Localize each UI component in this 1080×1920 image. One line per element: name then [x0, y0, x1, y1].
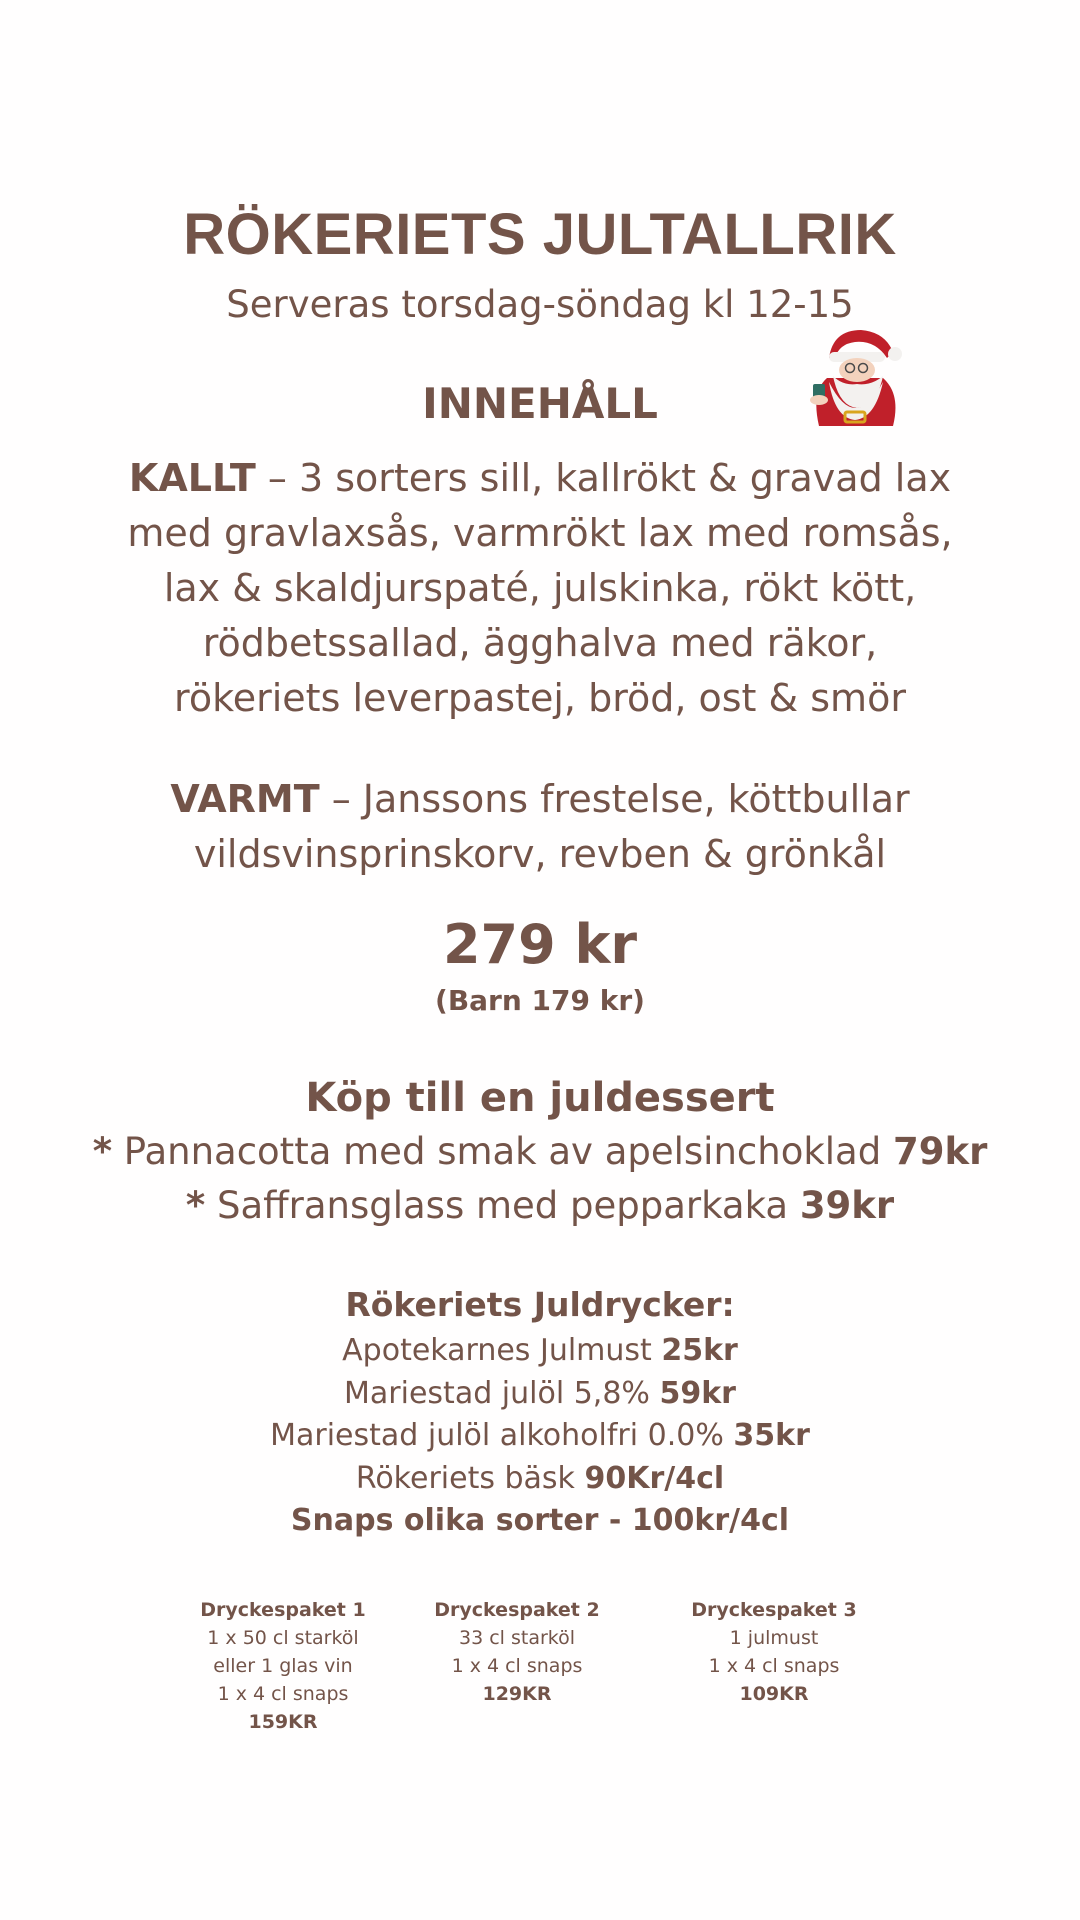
drinks-heading: Rökeriets Juldrycker:: [345, 1285, 735, 1324]
drink-price: 25kr: [661, 1333, 738, 1368]
package-line: eller 1 glas vin: [213, 1655, 353, 1677]
package-title: Dryckespaket 3: [691, 1599, 857, 1621]
drink-package-2: [397, 1596, 637, 1708]
santa-icon: [805, 322, 905, 430]
drink-item: [0, 1373, 1080, 1415]
warm-dishes: [0, 772, 1080, 882]
dessert-item: [0, 1180, 1080, 1232]
drink-name: Mariestad julöl 5,8%: [344, 1376, 660, 1411]
page-title: RÖKERIETS JULTALLRIK: [183, 202, 897, 267]
child-price: (Barn 179 kr): [435, 984, 645, 1017]
drink-item: [0, 1458, 1080, 1500]
warm-label: VARMT: [170, 777, 320, 821]
drink-price: 90Kr/4cl: [584, 1461, 725, 1496]
package-line: 1 x 4 cl snaps: [708, 1655, 840, 1677]
dessert-name: Pannacotta med smak av apelsinchoklad: [112, 1130, 893, 1173]
drink-name: Snaps olika sorter - 100kr/4cl: [290, 1503, 790, 1538]
cold-dishes-line: rödbetssallad, ägghalva med räkor,: [202, 621, 878, 665]
dessert-name: Saffransglass med pepparkaka: [205, 1184, 800, 1227]
drink-price: 35kr: [733, 1418, 810, 1453]
drink-price: 59kr: [659, 1376, 736, 1411]
warm-dishes-line: [0, 772, 1080, 827]
bullet: *: [92, 1130, 113, 1173]
drink-item: [0, 1415, 1080, 1457]
package-line: 1 x 4 cl snaps: [217, 1683, 349, 1705]
package-price: 159KR: [248, 1711, 318, 1733]
price: 279 kr: [442, 913, 638, 976]
warm-dishes-line: vildsvinsprinskorv, revben & grönkål: [193, 832, 887, 876]
dessert-item: [0, 1126, 1080, 1178]
package-price: 129KR: [482, 1683, 552, 1705]
package-title: Dryckespaket 2: [434, 1599, 600, 1621]
dessert-heading: Köp till en juldessert: [305, 1075, 775, 1121]
package-line: 1 julmust: [729, 1627, 819, 1649]
package-line: 33 cl starköl: [458, 1627, 575, 1649]
serving-times: Serveras torsdag-söndag kl 12-15: [226, 283, 854, 326]
drink-name: Rökeriets bäsk: [355, 1461, 585, 1496]
warm-dishes-text: – Janssons frestelse, köttbullar: [319, 777, 910, 821]
cold-dishes-line: lax & skaldjurspaté, julskinka, rökt kött,: [163, 566, 917, 610]
drink-package-1: [163, 1596, 403, 1736]
drink-item: [0, 1330, 1080, 1372]
cold-dishes: [0, 451, 1080, 726]
dessert-price: 39kr: [799, 1184, 895, 1227]
cold-label: KALLT: [128, 456, 256, 500]
drink-name: Apotekarnes Julmust: [342, 1333, 662, 1368]
cold-dishes-line: [0, 451, 1080, 506]
package-price: 109KR: [739, 1683, 809, 1705]
cold-dishes-text: – 3 sorters sill, kallrökt & gravad lax: [255, 456, 952, 500]
package-title: Dryckespaket 1: [200, 1599, 366, 1621]
dessert-price: 79kr: [892, 1130, 988, 1173]
drink-item: [0, 1500, 1080, 1542]
cold-dishes-line: med gravlaxsås, varmrökt lax med romsås,: [127, 511, 953, 555]
cold-dishes-line: rökeriets leverpastej, bröd, ost & smör: [174, 676, 906, 720]
package-line: 1 x 4 cl snaps: [451, 1655, 583, 1677]
contents-heading: INNEHÅLL: [422, 379, 658, 428]
bullet: *: [185, 1184, 206, 1227]
drink-name: Mariestad julöl alkoholfri 0.0%: [270, 1418, 734, 1453]
package-line: 1 x 50 cl starköl: [207, 1627, 359, 1649]
drink-package-3: [654, 1596, 894, 1708]
